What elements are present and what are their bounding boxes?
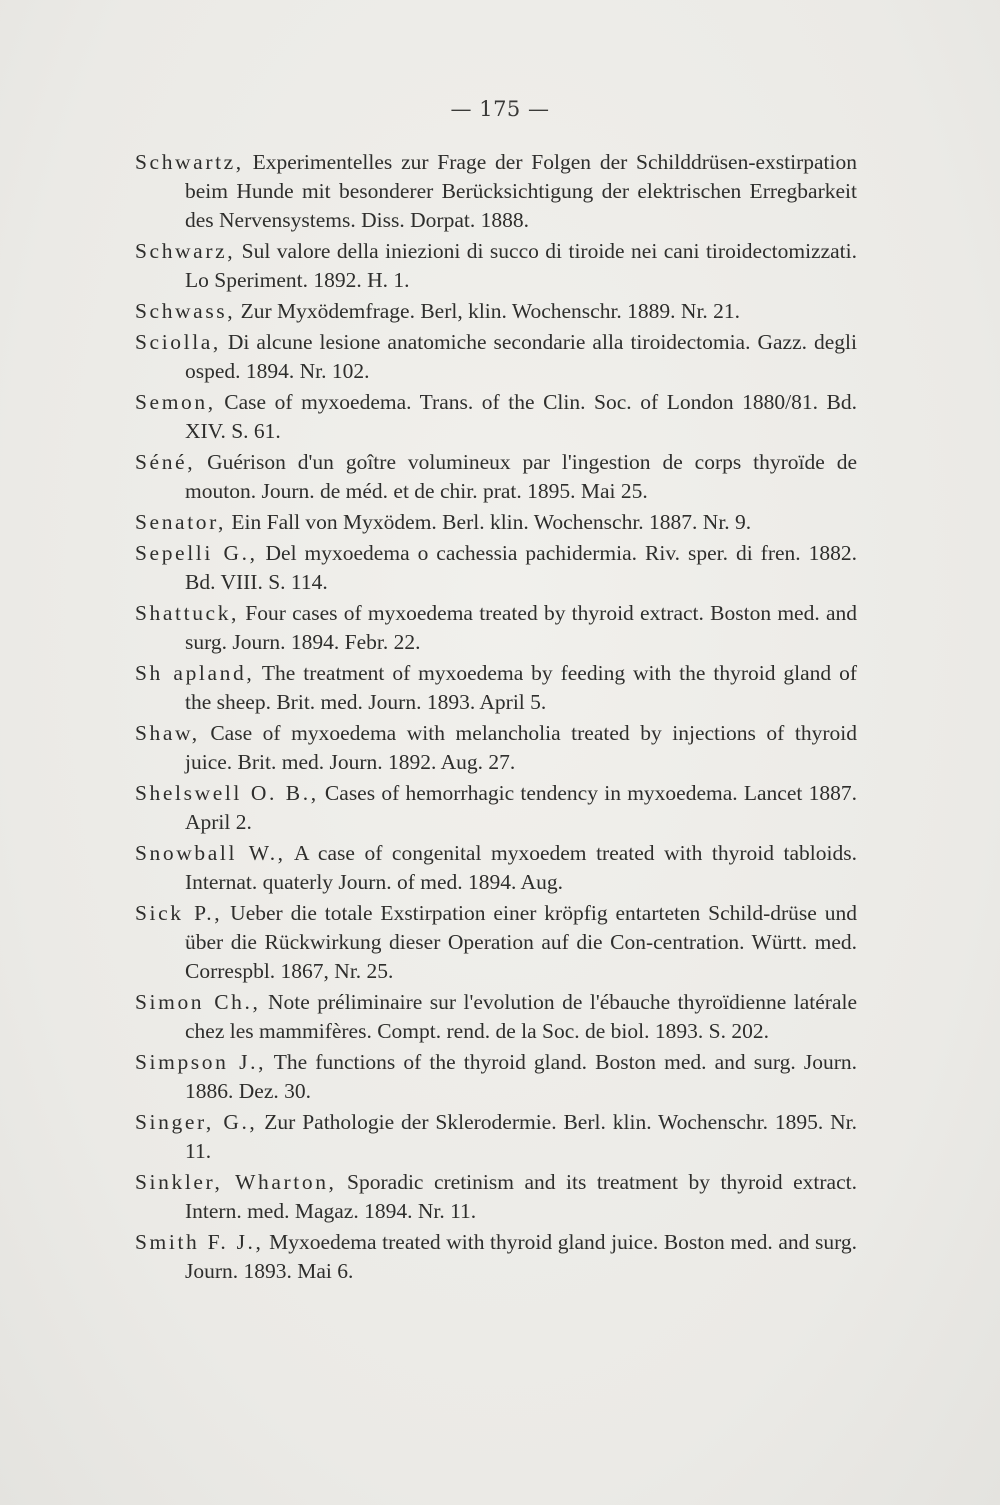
- entry-author: Senator,: [135, 510, 226, 534]
- bibliography-entry: [135, 508, 857, 537]
- bibliography-entry: [135, 539, 857, 597]
- entry-text: Guérison d'un goître volumineux par l'ingestion de corps thyroïde de mouton. Journ. de méd. et de chir. prat. 1895. Mai 25.: [185, 450, 857, 504]
- bibliography-entry: [135, 1168, 857, 1226]
- entry-text: Experimentelles zur Frage der Folgen der Schilddrüsen-exstirpation beim Hunde mit besonderer Berücksichtigung der elektrischen Erregbarkeit des Nervensystems. Diss. Dorpat. 1888.: [185, 150, 857, 233]
- bibliography-entry: [135, 839, 857, 897]
- entry-author: Sinkler, Wharton,: [135, 1170, 337, 1194]
- bibliography-entry: [135, 297, 857, 326]
- entry-author: Schwartz,: [135, 150, 244, 174]
- bibliography-entry: [135, 148, 857, 236]
- entry-text: The functions of the thyroid gland. Boston med. and surg. Journ. 1886. Dez. 30.: [185, 1050, 857, 1104]
- bibliography-entry: [135, 988, 857, 1046]
- entry-text: A case of congenital myxoedem treated with thyroid tabloids. Internat. quaterly Journ. of med. 1894. Aug.: [185, 840, 857, 894]
- bibliography-entry: [135, 1228, 857, 1286]
- bibliography-entry: [135, 1108, 857, 1166]
- entry-author: Sciolla,: [135, 330, 221, 354]
- entry-text: Zur Myxödemfrage. Berl, klin. Wochenschr. 1889. Nr. 21.: [235, 299, 741, 324]
- bibliography-entry: [135, 659, 857, 717]
- entry-text: Myxoedema treated with thyroid gland juice. Boston med. and surg. Journ. 1893. Mai 6.: [185, 1230, 857, 1284]
- bibliography-entry: [135, 599, 857, 657]
- entry-text: Cases of hemorrhagic tendency in myxoedema. Lancet 1887. April 2.: [185, 780, 857, 834]
- entry-author: Shattuck,: [135, 600, 240, 625]
- entry-text: Ein Fall von Myxödem. Berl. klin. Wochenschr. 1887. Nr. 9.: [226, 510, 752, 534]
- bibliography-list: [135, 148, 857, 1288]
- entry-text: Del myxoedema o cachessia pachidermia. Riv. sper. di fren. 1882. Bd. VIII. S. 114.: [185, 540, 857, 594]
- bibliography-entry: [135, 719, 857, 777]
- entry-author: Snowball W.,: [135, 840, 286, 865]
- entry-author: Schwass,: [135, 299, 236, 324]
- entry-author: Sepelli G.,: [135, 540, 258, 565]
- entry-text: Sul valore della iniezioni di succo di tiroide nei cani tiroidectomizzati. Lo Speriment. 1892. H. 1.: [185, 239, 857, 293]
- page-number: — 175 —: [450, 97, 550, 121]
- entry-author: Singer, G.,: [135, 1110, 258, 1134]
- entry-author: Schwarz,: [135, 239, 236, 264]
- entry-author: Sh apland,: [135, 660, 255, 685]
- entry-author: Semon,: [135, 390, 216, 414]
- entry-author: Shaw,: [135, 720, 200, 745]
- entry-text: Note préliminaire sur l'evolution de l'ébauche thyroïdienne latérale chez les mammifères. Compt. rend. de la Soc. de biol. 1893. S. 202.: [185, 990, 858, 1044]
- entry-text: Case of myxoedema with melancholia treated by injections of thyroid juice. Brit. med. Journ. 1892. Aug. 27.: [185, 720, 857, 774]
- bibliography-entry: [135, 899, 857, 987]
- entry-text: Sporadic cretinism and its treatment by thyroid extract. Intern. med. Magaz. 1894. Nr. 11.: [185, 1170, 857, 1224]
- entry-author: Smith F. J.,: [135, 1230, 264, 1254]
- bibliography-entry: [135, 328, 857, 386]
- entry-text: Zur Pathologie der Sklerodermie. Berl. klin. Wochenschr. 1895. Nr. 11.: [185, 1110, 857, 1164]
- entry-author: Sick P.,: [135, 900, 223, 925]
- entry-text: Di alcune lesione anatomiche secondarie alla tiroidectomia. Gazz. degli osped. 1894. Nr. 102.: [185, 330, 857, 384]
- entry-author: Séné,: [135, 450, 196, 474]
- bibliography-entry: [135, 448, 857, 506]
- entry-author: Shelswell O. B.,: [135, 780, 319, 805]
- entry-author: Simon Ch.,: [135, 990, 261, 1014]
- entry-text: Case of myxoedema. Trans. of the Clin. Soc. of London 1880/81. Bd. XIV. S. 61.: [185, 390, 857, 444]
- entry-text: The treatment of myxoedema by feeding with the thyroid gland of the sheep. Brit. med. Journ. 1893. April 5.: [185, 660, 857, 714]
- entry-author: Simpson J.,: [135, 1050, 267, 1074]
- bibliography-entry: [135, 388, 857, 446]
- entry-text: Four cases of myxoedema treated by thyroid extract. Boston med. and surg. Journ. 1894. Febr. 22.: [185, 600, 857, 654]
- bibliography-entry: [135, 237, 857, 295]
- bibliography-entry: [135, 1048, 857, 1106]
- entry-text: Ueber die totale Exstirpation einer kröpfig entarteten Schild-drüse und über die Rückwirkung dieser Operation auf die Con-centration. Württ. med. Correspbl. 1867, Nr. 25.: [185, 900, 857, 984]
- bibliography-entry: [135, 779, 857, 837]
